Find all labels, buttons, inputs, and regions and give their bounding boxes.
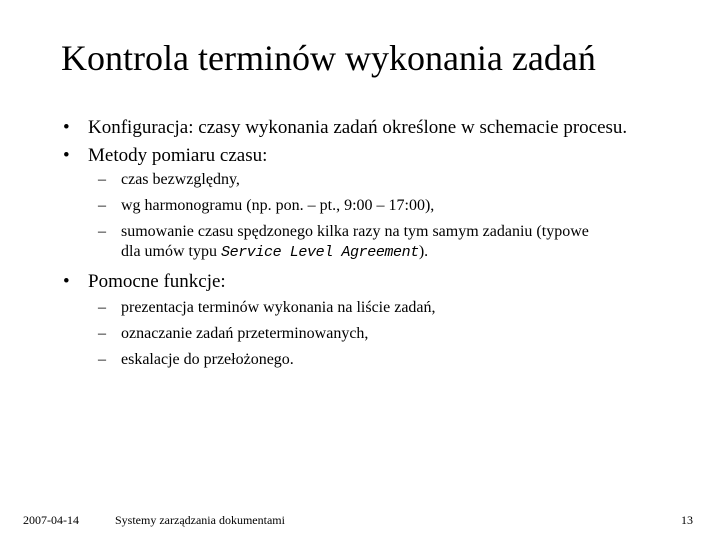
dash-icon: – (98, 223, 106, 240)
dash-icon: – (98, 325, 106, 342)
sub-item-text: prezentacja terminów wykonania na liście zadań, (121, 299, 436, 316)
continuation-prefix: dla umów typu (121, 243, 221, 260)
sub-item-text: wg harmonogramu (np. pon. – pt., 9:00 – 17:00), (121, 197, 435, 214)
sub-item-text-continuation (121, 242, 428, 263)
sub-item-text: eskalacje do przełożonego. (121, 351, 294, 368)
sub-item-text: oznaczanie zadań przeterminowanych, (121, 325, 369, 342)
sub-item-text: czas bezwzględny, (121, 171, 240, 188)
bullet-icon: • (63, 117, 70, 138)
footer-page-number: 13 (681, 513, 693, 527)
sla-term: Service Level Agreement (221, 244, 419, 261)
dash-icon: – (98, 171, 106, 188)
bullet-text: Konfiguracja: czasy wykonania zadań określone w schemacie procesu. (88, 117, 628, 138)
slide-title: Kontrola terminów wykonania zadań (61, 38, 596, 78)
bullet-text: Pomocne funkcje: (88, 271, 226, 292)
footer-date: 2007-04-14 (23, 513, 79, 527)
continuation-suffix: ). (418, 243, 429, 260)
dash-icon: – (98, 197, 106, 214)
sub-item-text: sumowanie czasu spędzonego kilka razy na tym samym zadaniu (typowe (121, 223, 589, 240)
dash-icon: – (98, 351, 106, 368)
bullet-icon: • (63, 145, 70, 166)
bullet-icon: • (63, 271, 70, 292)
bullet-text: Metody pomiaru czasu: (88, 145, 268, 166)
footer-course-title: Systemy zarządzania dokumentami (115, 513, 285, 527)
dash-icon: – (98, 299, 106, 316)
